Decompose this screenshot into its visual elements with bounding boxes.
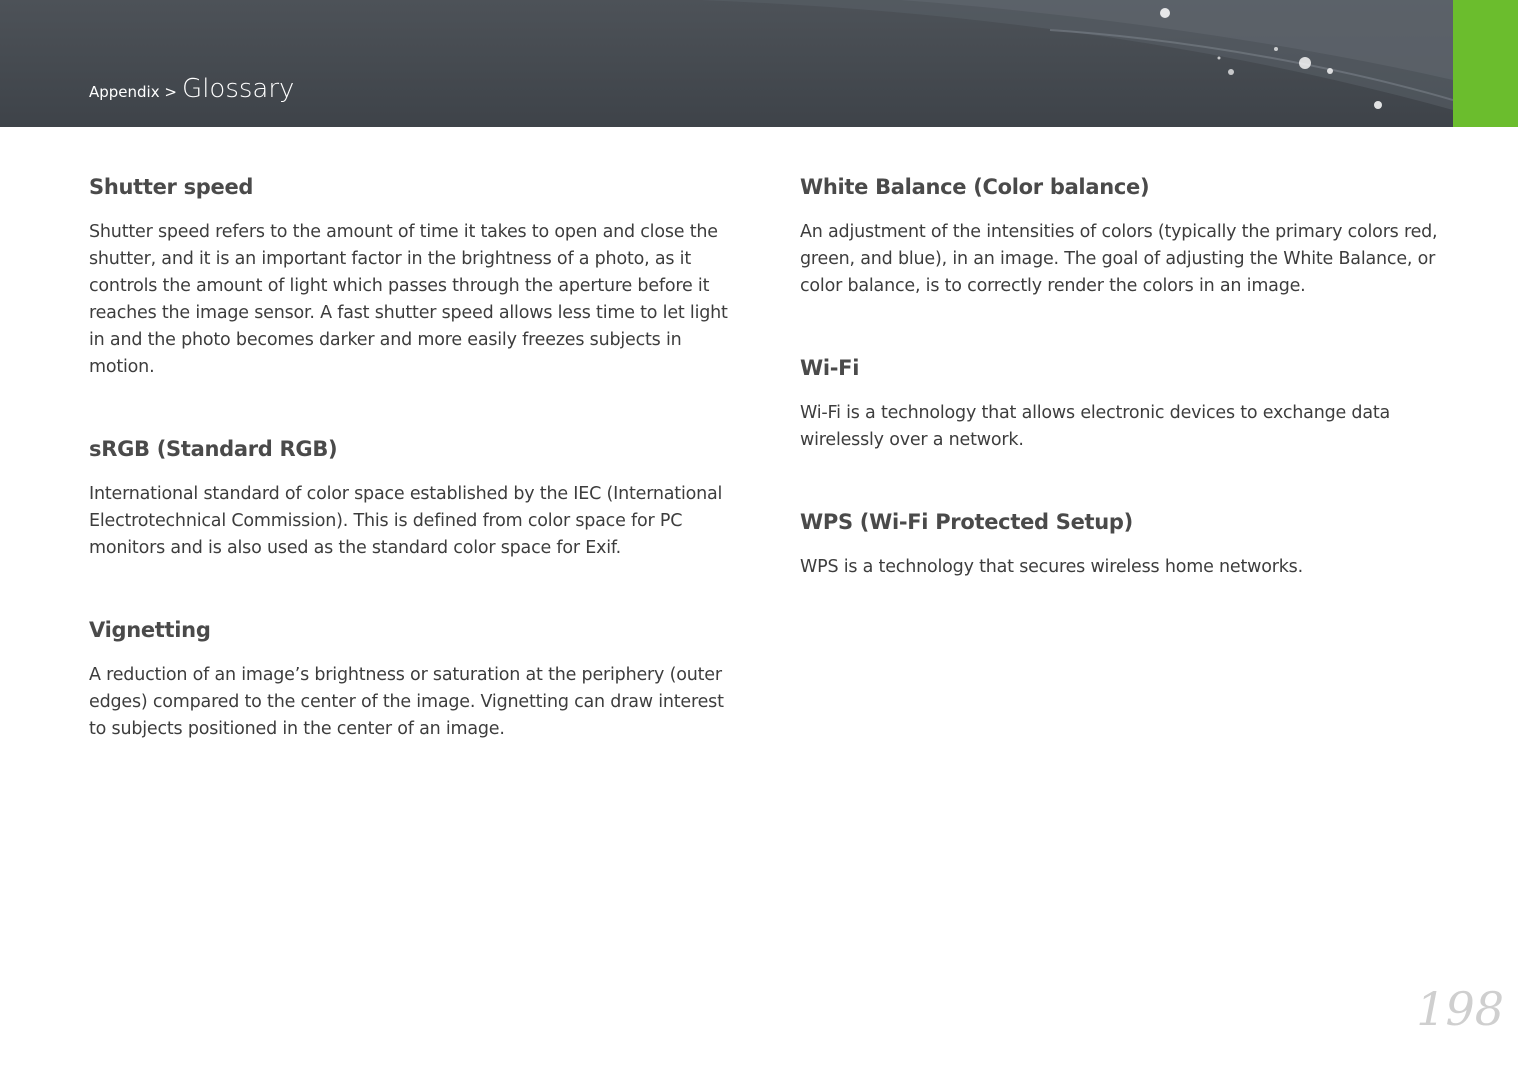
glossary-term: WPS (Wi-Fi Protected Setup) [800,510,1133,534]
glossary-entry-white-balance [800,171,1450,300]
glossary-term: Wi-Fi [800,356,860,380]
glossary-term: White Balance (Color balance) [800,175,1150,199]
page-number: 198 [1416,982,1504,1036]
glossary-entry-vignetting [89,614,739,743]
glossary-definition: An adjustment of the intensities of colors (typically the primary colors red, green, and blue), in an image. The goal of adjusting the White Balance, or color balance, is to correctly render the colors in an image. [800,222,1438,296]
glossary-entry-srgb [89,433,739,562]
glossary-entry-wps [800,506,1450,581]
header-accent-block [1453,0,1518,127]
breadcrumb [89,74,294,104]
glossary-definition: WPS is a technology that secures wireless home networks. [800,557,1303,577]
glossary-definition: A reduction of an image’s brightness or saturation at the periphery (outer edges) compared to the center of the image. Vignetting can draw interest to subjects positioned in the center of an image. [89,665,724,739]
glossary-definition: International standard of color space established by the IEC (International Electrotechnical Commission). This is defined from color space for PC monitors and is also used as the standard color space for Exif. [89,484,723,558]
glossary-left-column [89,171,739,795]
glossary-entry-wifi [800,352,1450,454]
glossary-definition: Shutter speed refers to the amount of time it takes to open and close the shutter, and it is an important factor in the brightness of a photo, as it controls the amount of light which passes through the aperture before it reaches the image sensor. A fast shutter speed allows less time to let light in and the photo becomes darker and more easily freezes subjects in motion. [89,222,728,377]
glossary-definition: Wi-Fi is a technology that allows electronic devices to exchange data wirelessly over a network. [800,403,1391,450]
header-decoration-swoosh [0,0,1453,127]
header-bar [0,0,1453,127]
glossary-term: sRGB (Standard RGB) [89,437,338,461]
glossary-entry-shutter-speed [89,171,739,381]
glossary-term: Vignetting [89,618,211,642]
glossary-right-column [800,171,1450,633]
page-title: Glossary [182,74,295,104]
breadcrumb-section: Appendix > [89,83,177,101]
glossary-term: Shutter speed [89,175,254,199]
